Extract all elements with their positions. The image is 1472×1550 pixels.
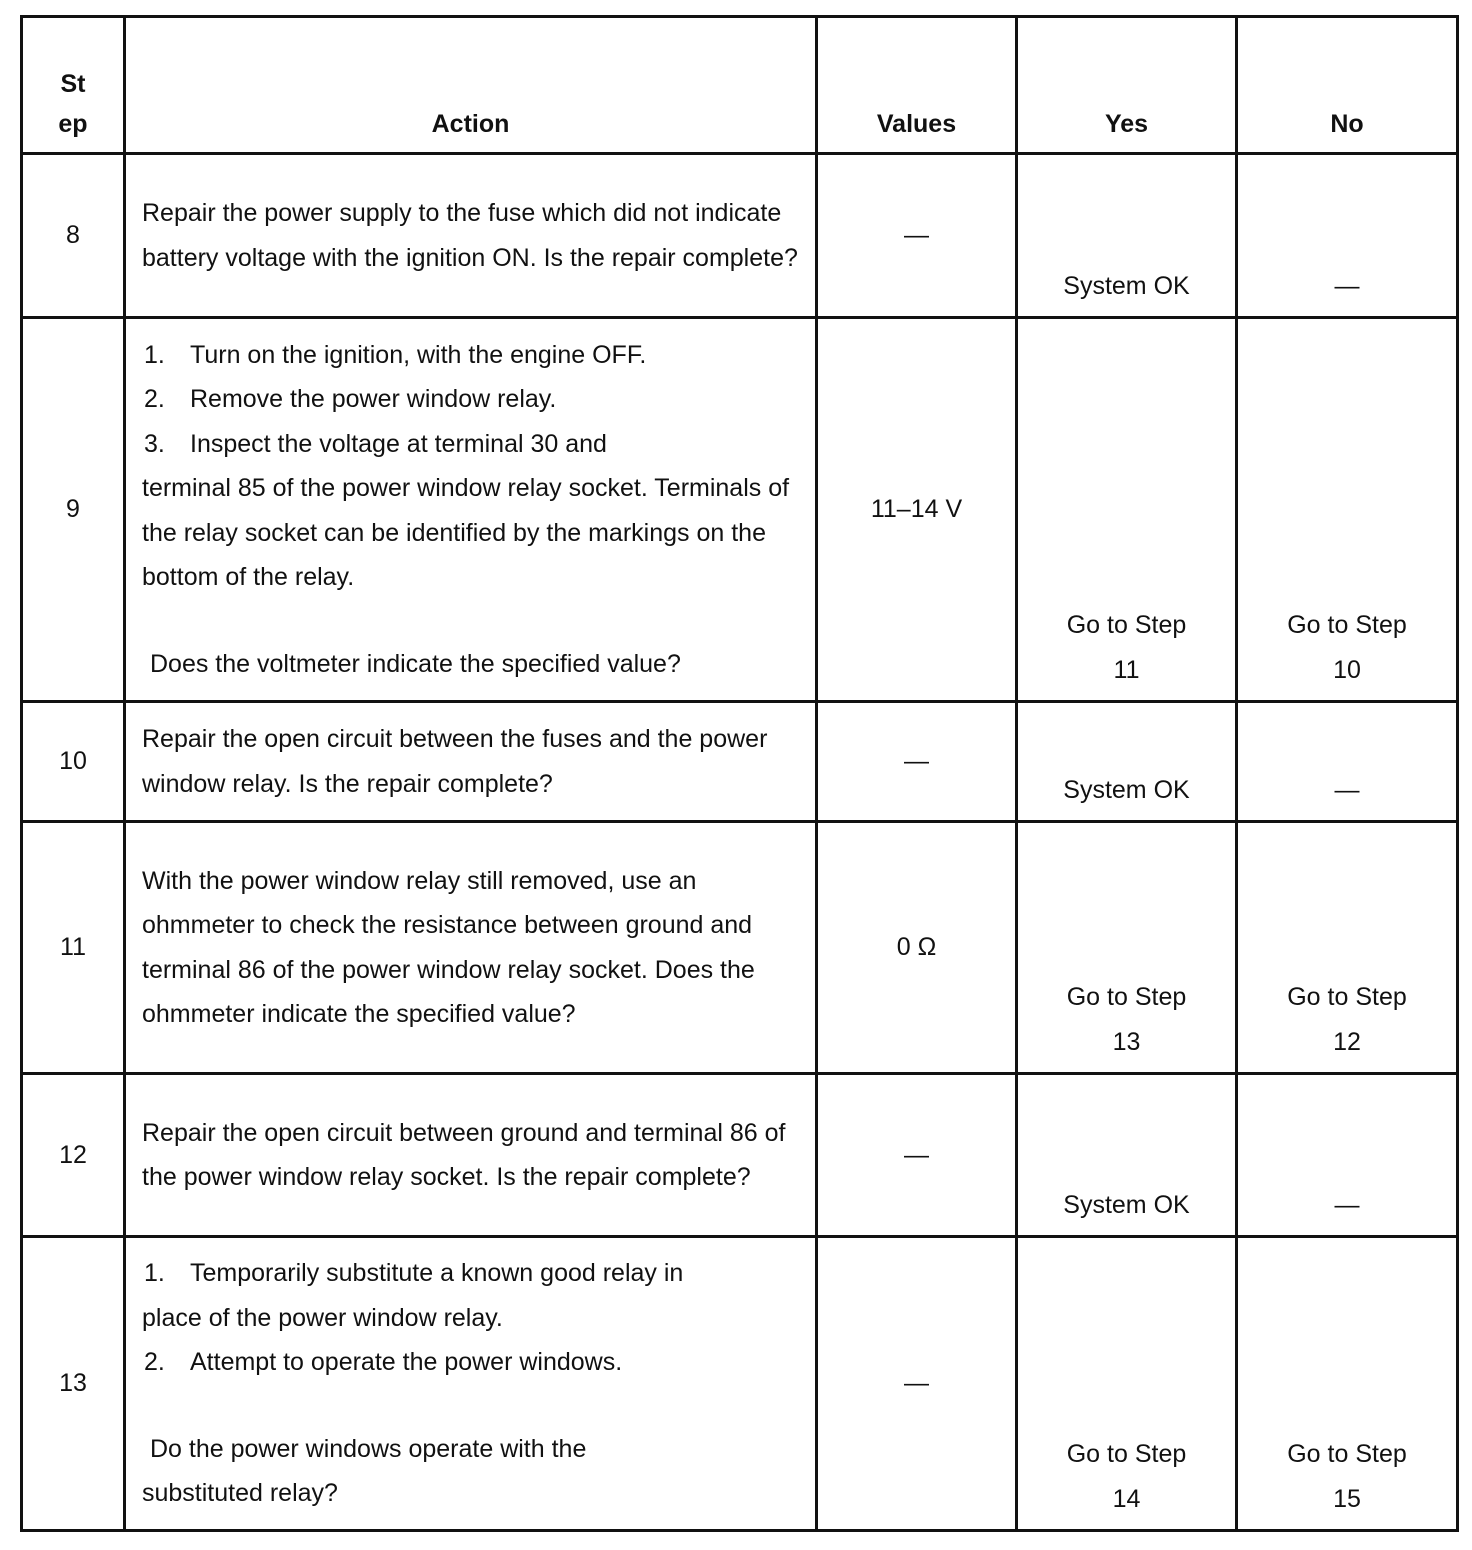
header-row bbox=[22, 17, 1458, 154]
list-item: 3. Inspect the voltage at terminal 30 and bbox=[144, 429, 607, 458]
header-values: Values bbox=[817, 17, 1017, 154]
step-number: 13 bbox=[22, 1237, 125, 1531]
value-cell: — bbox=[817, 1237, 1017, 1531]
action-continuation: terminal 85 of the power window relay socket. Terminals of the relay socket can be identified by the markings on the bottom of the relay. bbox=[142, 474, 790, 592]
value-cell: — bbox=[817, 702, 1017, 822]
yes-cell: System OK bbox=[1017, 702, 1237, 822]
table-row bbox=[22, 1237, 1458, 1531]
table-row bbox=[22, 702, 1458, 822]
value-cell: 0 Ω bbox=[817, 822, 1017, 1074]
action-cell bbox=[125, 1237, 817, 1531]
action-text: Repair the open circuit between the fuses and the power window relay. Is the repair complete? bbox=[125, 702, 817, 822]
no-cell: Go to Step 10 bbox=[1237, 318, 1458, 702]
diagnostic-table bbox=[20, 15, 1459, 1532]
yes-cell: System OK bbox=[1017, 1074, 1237, 1237]
yes-cell: Go to Step 13 bbox=[1017, 822, 1237, 1074]
step-number: 8 bbox=[22, 154, 125, 318]
list-item: 1. Turn on the ignition, with the engine OFF. bbox=[144, 340, 647, 369]
step-number: 9 bbox=[22, 318, 125, 702]
value-cell: 11–14 V bbox=[817, 318, 1017, 702]
step-number: 12 bbox=[22, 1074, 125, 1237]
action-text: Repair the power supply to the fuse which did not indicate battery voltage with the ignition ON. Is the repair complete? bbox=[125, 154, 817, 318]
action-cell bbox=[125, 318, 817, 702]
header-step: St ep bbox=[22, 17, 125, 154]
yes-cell: System OK bbox=[1017, 154, 1237, 318]
no-cell: — bbox=[1237, 1074, 1458, 1237]
no-cell: — bbox=[1237, 702, 1458, 822]
header-action: Action bbox=[125, 17, 817, 154]
action-continuation: place of the power window relay. bbox=[142, 1303, 503, 1332]
step-number: 11 bbox=[22, 822, 125, 1074]
list-item: 2. Attempt to operate the power windows. bbox=[144, 1348, 623, 1377]
value-cell: — bbox=[817, 154, 1017, 318]
no-cell: Go to Step 12 bbox=[1237, 822, 1458, 1074]
action-text: Repair the open circuit between ground and terminal 86 of the power window relay socket. Is the repair complete? bbox=[125, 1074, 817, 1237]
table-row bbox=[22, 822, 1458, 1074]
header-yes: Yes bbox=[1017, 17, 1237, 154]
action-question: Does the voltmeter indicate the specified value? bbox=[150, 649, 681, 678]
table-row bbox=[22, 154, 1458, 318]
step-number: 10 bbox=[22, 702, 125, 822]
action-question: Do the power windows operate with the substituted relay? bbox=[142, 1434, 587, 1508]
table-row bbox=[22, 318, 1458, 702]
no-cell: — bbox=[1237, 154, 1458, 318]
diagnostic-table-sheet bbox=[20, 15, 1459, 1532]
yes-cell: Go to Step 11 bbox=[1017, 318, 1237, 702]
list-item: 1. Temporarily substitute a known good relay in bbox=[144, 1259, 684, 1288]
yes-cell: Go to Step 14 bbox=[1017, 1237, 1237, 1531]
action-text: With the power window relay still removed, use an ohmmeter to check the resistance between ground and terminal 86 of the power window relay socket. Does the ohmmeter indicate the specified value? bbox=[125, 822, 817, 1074]
list-item: 2. Remove the power window relay. bbox=[144, 385, 557, 414]
value-cell: — bbox=[817, 1074, 1017, 1237]
header-no: No bbox=[1237, 17, 1458, 154]
table-row bbox=[22, 1074, 1458, 1237]
no-cell: Go to Step 15 bbox=[1237, 1237, 1458, 1531]
